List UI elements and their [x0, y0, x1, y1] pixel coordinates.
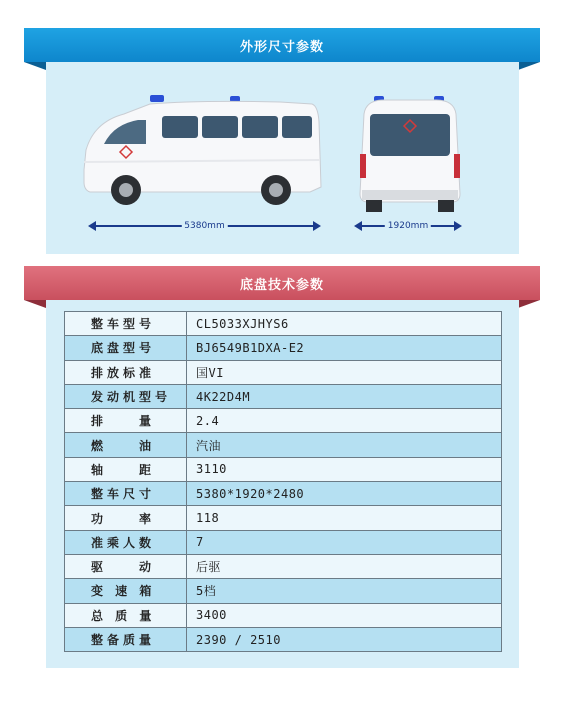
spec-label: 准乘人数	[65, 530, 187, 554]
table-row	[65, 312, 502, 336]
spec-value: CL5033XJHYS6	[187, 312, 502, 336]
table-row	[65, 482, 502, 506]
spec-value: 2.4	[187, 409, 502, 433]
section-title-chassis: 底盘技术参数	[24, 266, 540, 300]
ambulance-rear-image	[354, 94, 466, 214]
table-row	[65, 554, 502, 578]
spec-label: 排 量	[65, 409, 187, 433]
banner-fold-left	[24, 300, 46, 308]
banner-fold-right	[518, 62, 540, 70]
spec-label: 变 速 箱	[65, 579, 187, 603]
dimension-panel	[46, 58, 519, 254]
spec-label: 驱 动	[65, 554, 187, 578]
table-row	[65, 579, 502, 603]
spec-label: 整车型号	[65, 312, 187, 336]
width-label: 1920mm	[385, 219, 431, 233]
table-row	[65, 603, 502, 627]
table-row	[65, 627, 502, 651]
spec-label: 轴 距	[65, 457, 187, 481]
spec-value: 汽油	[187, 433, 502, 457]
spec-value: 2390 / 2510	[187, 627, 502, 651]
table-row	[65, 457, 502, 481]
spec-value: 5380*1920*2480	[187, 482, 502, 506]
table-row	[65, 336, 502, 360]
spec-label: 功 率	[65, 506, 187, 530]
table-row	[65, 433, 502, 457]
table-row	[65, 409, 502, 433]
table-row	[65, 384, 502, 408]
spec-label: 排放标准	[65, 360, 187, 384]
spec-value: 7	[187, 530, 502, 554]
spec-label: 燃 油	[65, 433, 187, 457]
table-row	[65, 360, 502, 384]
length-label: 5380mm	[181, 219, 227, 233]
spec-value: 4K22D4M	[187, 384, 502, 408]
banner-fold-left	[24, 62, 46, 70]
length-dimension	[90, 219, 319, 233]
ambulance-side-image	[80, 92, 325, 212]
spec-value: 国VI	[187, 360, 502, 384]
spec-table	[64, 311, 502, 652]
spec-label: 总 质 量	[65, 603, 187, 627]
spec-label: 底盘型号	[65, 336, 187, 360]
section-title-dimensions: 外形尺寸参数	[24, 28, 540, 62]
width-dimension	[356, 219, 460, 233]
spec-label: 整车尺寸	[65, 482, 187, 506]
spec-value: 后驱	[187, 554, 502, 578]
spec-label: 整备质量	[65, 627, 187, 651]
spec-value: 3110	[187, 457, 502, 481]
spec-label: 发动机型号	[65, 384, 187, 408]
spec-value: 5档	[187, 579, 502, 603]
spec-value: 3400	[187, 603, 502, 627]
table-row	[65, 530, 502, 554]
banner-fold-right	[518, 300, 540, 308]
spec-value: BJ6549B1DXA-E2	[187, 336, 502, 360]
spec-value: 118	[187, 506, 502, 530]
table-row	[65, 506, 502, 530]
